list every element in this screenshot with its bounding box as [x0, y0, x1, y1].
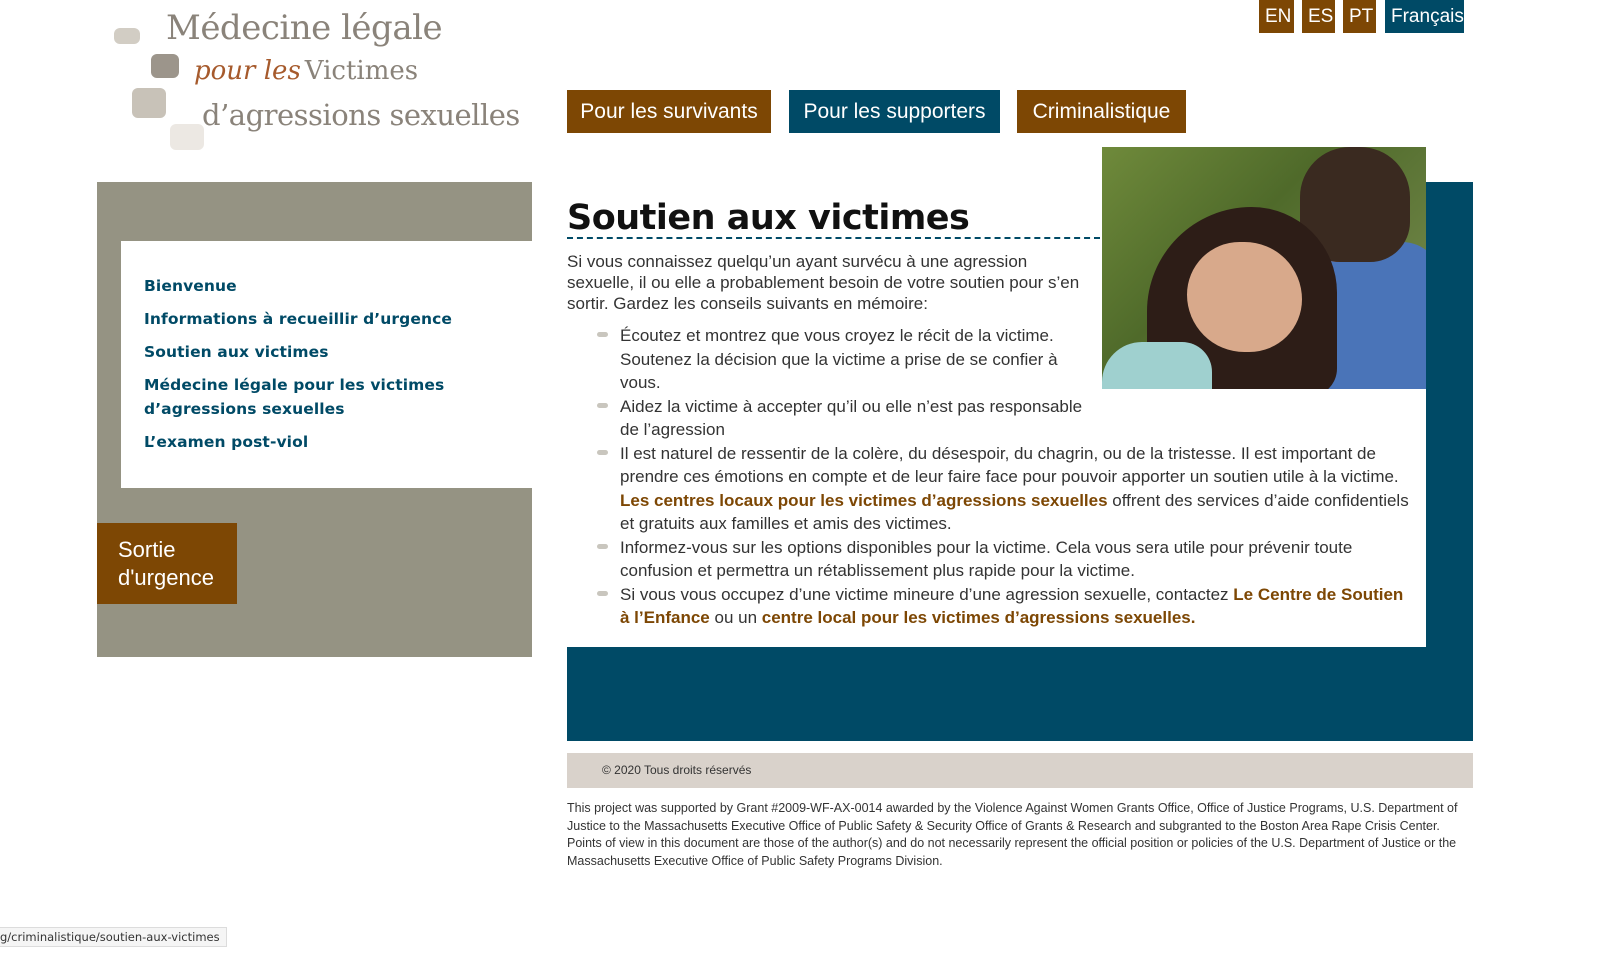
lang-fr-button[interactable]: Français	[1385, 0, 1464, 33]
nav-supporters[interactable]: Pour les supporters	[789, 90, 1000, 133]
logo-line-2	[194, 56, 418, 86]
sidebar-item-informations-urgence[interactable]: Informations à recueillir d’urgence	[144, 310, 453, 328]
tip-text: offrent des services d’aide confidentiels et gratuits aux familles et amis des victimes.	[620, 490, 1409, 533]
logo-square-icon	[114, 28, 140, 44]
bullet-icon	[597, 450, 608, 455]
logo-square-icon	[170, 124, 204, 150]
logo-line-3: d’agressions sexuelles	[202, 98, 520, 132]
list-item	[596, 395, 1086, 442]
bullet-icon	[597, 591, 608, 596]
grant-disclaimer: This project was supported by Grant #2009-WF-AX-0014 awarded by the Violence Against Women Grants Office, Office of Justice Programs, U.S. Department of Justice to the Massachusetts Executive Office of Public Safety & Security Office of Grants & Research and subgranted to the Boston Area Rape Crisis Center. Points of view in this document are those of the author(s) and do not necessarily represent the official position or policies of the U.S. Department of Justice or the Massachusetts Executive Office of Public Safety Programs Division.	[567, 801, 1458, 868]
bullet-icon	[597, 403, 608, 408]
local-centers-link[interactable]: Les centres locaux pour les victimes d’agressions sexuelles	[620, 490, 1108, 510]
footer-copyright-bar	[567, 753, 1473, 788]
logo-square-icon	[132, 88, 166, 118]
logo-line-2-italic: pour les	[194, 56, 301, 86]
tip-text: Aidez la victime à accepter qu’il ou elle n’est pas responsable de l’agression	[620, 396, 1083, 439]
local-center-link[interactable]: centre local pour les victimes d’agressions sexuelles.	[761, 608, 1196, 627]
bullet-icon	[597, 332, 608, 337]
tip-text: Écoutez et montrez que vous croyez le récit de la victime. Soutenez la décision que la victime a prise de se confier à vous.	[620, 326, 1058, 392]
list-item	[596, 324, 1086, 395]
page-title: Soutien aux victimes	[567, 198, 1100, 239]
list-item	[596, 442, 1416, 536]
sidebar-item-bienvenue[interactable]: Bienvenue	[144, 277, 237, 295]
tips-list	[596, 324, 1416, 630]
sidebar-item-examen-post-viol[interactable]: L’examen post-viol	[144, 433, 309, 451]
browser-status-url: g/criminalistique/soutien-aux-victimes	[0, 927, 227, 947]
tip-text: Si vous vous occupez d’une victime mineure d’une agression sexuelle, contactez	[620, 584, 1234, 604]
nav-survivors[interactable]: Pour les survivants	[567, 90, 771, 133]
sidebar-item-medecine-legale[interactable]: Médecine légale pour les victimes d’agressions sexuelles	[144, 376, 445, 418]
bullet-icon	[597, 544, 608, 549]
list-item	[596, 583, 1416, 630]
tip-text: ou un	[709, 608, 762, 627]
tip-text: Informez-vous sur les options disponibles pour la victime. Cela vous sera utile pour prévenir toute confusion et permettra un rétablissement plus rapide pour la victime.	[620, 537, 1353, 580]
list-item	[596, 536, 1416, 583]
sidebar-nav	[121, 241, 532, 488]
tip-text: Il est naturel de ressentir de la colère, du désespoir, du chagrin, ou de la tristesse. Il est important de prendre ces émotions en compte et de leur faire face pour pouvoir apporter un soutien utile à la victime.	[620, 443, 1399, 486]
logo-line-2-rest: Victimes	[304, 56, 419, 86]
copyright-text: © 2020 Tous droits réservés	[602, 763, 752, 777]
lang-en-button[interactable]: EN	[1259, 0, 1294, 33]
lang-pt-button[interactable]: PT	[1343, 0, 1376, 33]
logo-square-icon	[151, 54, 179, 78]
lang-es-button[interactable]: ES	[1302, 0, 1335, 33]
child-support-center-link[interactable]: Le Centre de Soutien à l’Enfance	[620, 584, 1404, 627]
intro-paragraph: Si vous connaissez quelqu’un ayant survécu à une agression sexuelle, il ou elle a probablement besoin de votre soutien pour s’en sortir. Gardez les conseils suivants en mémoire:	[567, 252, 1080, 313]
sidebar-item-soutien-victimes[interactable]: Soutien aux victimes	[144, 343, 329, 361]
nav-forensics[interactable]: Criminalistique	[1017, 90, 1186, 133]
emergency-exit-button[interactable]: Sortie d'urgence	[97, 523, 237, 604]
logo-line-1: Médecine légale	[166, 8, 443, 48]
site-logo[interactable]	[108, 4, 520, 154]
